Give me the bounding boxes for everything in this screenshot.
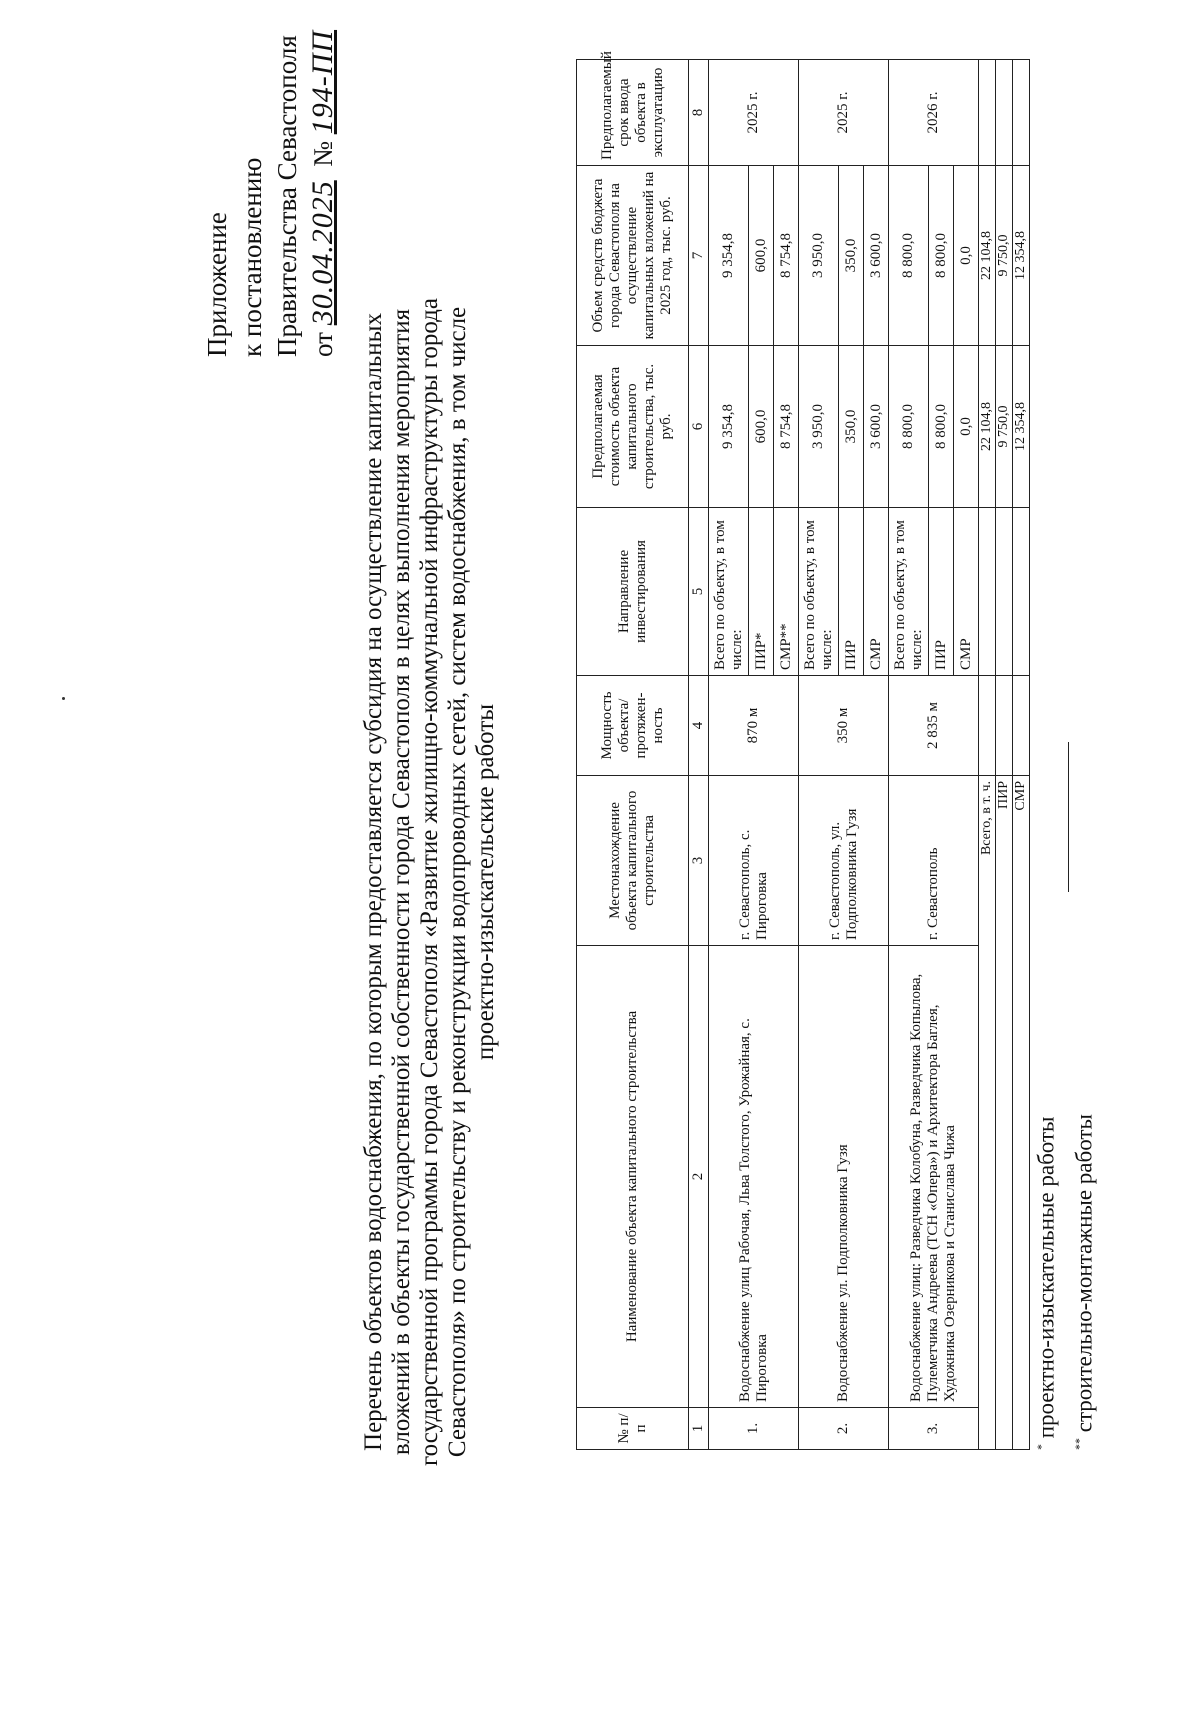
row-name: Водоснабжение улиц Рабочая, Льва Толстого, Урожайная, с. Пироговка: [709, 946, 799, 1408]
total-empty-cell: [979, 508, 996, 676]
total-row: [996, 60, 1013, 1450]
row-name: Водоснабжение ул. Подполковника Гузя: [799, 946, 889, 1408]
sub-direction: СМР: [864, 508, 889, 676]
appendix-block: [200, 30, 341, 357]
sub-cost: 600,0: [749, 346, 774, 508]
scan-speck: [62, 697, 65, 700]
row-capacity: 350 м: [799, 676, 889, 776]
handwritten-number: 194-ПП: [306, 29, 339, 135]
row-location: г. Севастополь: [889, 776, 979, 946]
total-label: Всего, в т. ч.: [979, 776, 996, 1450]
col-number: 8: [689, 60, 709, 166]
table-row: [889, 60, 929, 1450]
total-empty-cell: [1013, 508, 1030, 676]
table-row: [799, 60, 839, 1450]
header-budget: Объем средств бюджета города Севастополя на осуществление капитальных вложений на 2025 год, тыс. руб.: [577, 166, 689, 346]
total-label: ПИР: [996, 776, 1013, 1450]
sub-direction: ПИР: [929, 508, 954, 676]
total-label: СМР: [1013, 776, 1030, 1450]
separator-line: [1068, 742, 1069, 892]
row-location: г. Севастополь, ул. Подполковника Гузя: [799, 776, 889, 946]
col-number: 4: [689, 676, 709, 776]
row-invest-total: Всего по объекту, в том числе:: [889, 508, 929, 676]
header-num: № п/п: [577, 1408, 689, 1450]
row-num: 1.: [709, 1408, 799, 1450]
title-line: проектно-изыскательские работы: [472, 703, 499, 1061]
footnote: [1063, 1114, 1101, 1450]
table-row: [709, 60, 749, 1450]
header-year: Предполагаемый срок ввода объекта в эксплуатацию: [577, 60, 689, 166]
col-number: 1: [689, 1408, 709, 1450]
sub-direction: СМР**: [774, 508, 799, 676]
footnotes: [1025, 1114, 1100, 1450]
total-empty-cell: [996, 676, 1013, 776]
col-number: 3: [689, 776, 709, 946]
footnote-text: строительно-монтажные работы: [1071, 1114, 1097, 1433]
col-number: 2: [689, 946, 709, 1408]
header-row: [577, 60, 689, 1450]
appendix-date-line: [305, 30, 341, 357]
footnote: [1025, 1114, 1063, 1450]
total-empty-cell: [1013, 676, 1030, 776]
total-empty-cell: [1013, 60, 1030, 166]
total-budget: 9 750,0: [996, 166, 1013, 346]
header-name: Наименование объекта капитального строительства: [577, 946, 689, 1408]
row-year: 2026 г.: [889, 60, 979, 166]
number-prefix: №: [308, 141, 338, 167]
row-location: г. Севастополь, с. Пироговка: [709, 776, 799, 946]
total-cost: 22 104,8: [979, 346, 996, 508]
title-line: Перечень объектов водоснабжения, по которым предоставляется субсидия на осуществление капитальных: [360, 313, 387, 1451]
appendix-line-2: к постановлению: [237, 157, 267, 357]
sub-budget: 0,0: [954, 166, 979, 346]
total-empty-cell: [979, 676, 996, 776]
total-empty-cell: [996, 508, 1013, 676]
footnote-text: проектно-изыскательные работы: [1033, 1116, 1059, 1439]
row-capacity: 870 м: [709, 676, 799, 776]
col-number: 7: [689, 166, 709, 346]
sub-direction: ПИР*: [749, 508, 774, 676]
total-budget: 12 354,8: [1013, 166, 1030, 346]
header-capacity: Мощность объекта/ протяжен-ность: [577, 676, 689, 776]
objects-table: [576, 51, 1030, 1450]
col-number: 6: [689, 346, 709, 508]
sub-budget: 8 800,0: [929, 166, 954, 346]
row-name: Водоснабжение улиц: Разведчика Колобуна, Разведчика Копылова, Пулеметчика Андреева (ТСН «Опера») и Архитектора Баглея, Художника Озерникова и Станислава Чижа: [889, 946, 979, 1408]
row-year: 2025 г.: [709, 60, 799, 166]
footnote-mark: *: [1034, 1444, 1048, 1450]
appendix-line-1: Приложение: [202, 212, 232, 357]
row-num: 3.: [889, 1408, 979, 1450]
title-line: Севастополя» по строительству и реконструкции водопроводных сетей, систем водоснабжения, в том числе: [444, 306, 471, 1458]
sub-direction: СМР: [954, 508, 979, 676]
row-cost-total: 3 950,0: [799, 346, 839, 508]
total-empty-cell: [979, 60, 996, 166]
row-invest-total: Всего по объекту, в том числе:: [799, 508, 839, 676]
total-cost: 12 354,8: [1013, 346, 1030, 508]
sub-cost: 3 600,0: [864, 346, 889, 508]
sub-cost: 8 800,0: [929, 346, 954, 508]
row-year: 2025 г.: [799, 60, 889, 166]
document-title: [360, 232, 500, 1532]
col-number: 5: [689, 508, 709, 676]
row-budget-total: 3 950,0: [799, 166, 839, 346]
row-capacity: 2 835 м: [889, 676, 979, 776]
sub-direction: ПИР: [839, 508, 864, 676]
handwritten-date: 30.04.2025: [306, 180, 339, 326]
header-cost: Предполагаемая стоимость объекта капитального строительства, тыс. руб.: [577, 346, 689, 508]
title-line: государственной программы города Севастополя «Развитие жилищно-коммунальной инфраструктуры города: [416, 298, 443, 1466]
title-line: вложений в объекты государственной собственности города Севастополя в целях выполнения мероприятия: [388, 308, 415, 1456]
sub-budget: 600,0: [749, 166, 774, 346]
appendix-line-3: Правительства Севастополя: [272, 35, 302, 357]
date-prefix: от: [308, 332, 338, 357]
row-invest-total: Всего по объекту, в том числе:: [709, 508, 749, 676]
row-cost-total: 8 800,0: [889, 346, 929, 508]
sub-budget: 3 600,0: [864, 166, 889, 346]
sub-cost: 350,0: [839, 346, 864, 508]
sub-cost: 0,0: [954, 346, 979, 508]
header-location: Местонахождение объекта капитального строительства: [577, 776, 689, 946]
sub-cost: 8 754,8: [774, 346, 799, 508]
total-budget: 22 104,8: [979, 166, 996, 346]
row-budget-total: 9 354,8: [709, 166, 749, 346]
row-cost-total: 9 354,8: [709, 346, 749, 508]
total-empty-cell: [996, 60, 1013, 166]
column-number-row: [689, 60, 709, 1450]
sub-budget: 350,0: [839, 166, 864, 346]
header-direction: Направление инвестирования: [577, 508, 689, 676]
row-num: 2.: [799, 1408, 889, 1450]
row-budget-total: 8 800,0: [889, 166, 929, 346]
footnote-mark: **: [1071, 1438, 1086, 1450]
total-cost: 9 750,0: [996, 346, 1013, 508]
sub-budget: 8 754,8: [774, 166, 799, 346]
total-row: [979, 60, 996, 1450]
